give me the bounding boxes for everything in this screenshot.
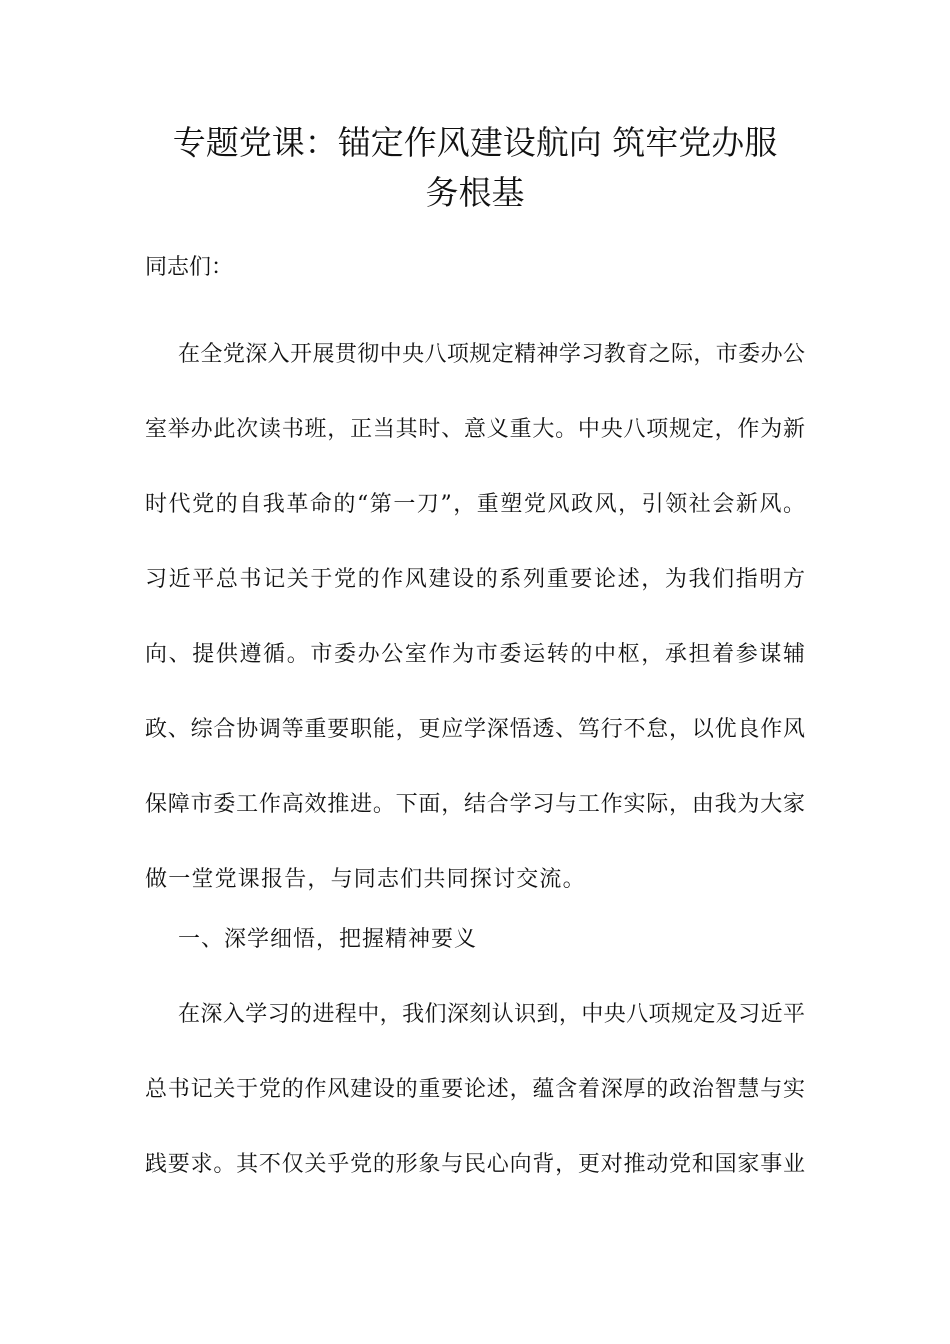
paragraph-line: 在全党深入开展贯彻中央八项规定精神学习教育之际，市委办公 [178,342,805,367]
paragraph-line: 习近平总书记关于党的作风建设的系列重要论述，为我们指明方 [145,567,805,592]
paragraph-line: 政、综合协调等重要职能，更应学深悟透、笃行不怠，以优良作风 [145,717,805,742]
paragraph-line: 时代党的自我革命的“第一刀”，重塑党风政风，引领社会新风。 [145,492,805,517]
title-line: 务根基 [425,173,525,212]
salutation: 同志们： [145,255,234,280]
paragraph-line: 总书记关于党的作风建设的重要论述，蕴含着深厚的政治智慧与实 [145,1077,805,1102]
paragraph-line: 室举办此次读书班，正当其时、意义重大。中央八项规定，作为新 [145,417,805,442]
paragraph-line: 保障市委工作高效推进。下面，结合学习与工作实际，由我为大家 [145,792,805,817]
paragraph-line: 向、提供遵循。市委办公室作为市委运转的中枢，承担着参谋辅 [145,642,805,667]
document-title [140,118,810,218]
title-line: 专题党课：锚定作风建设航向 筑牢党办服 [172,123,778,162]
paragraph-line: 做一堂党课报告，与同志们共同探讨交流。 [145,867,586,892]
paragraph-line: 践要求。其不仅关乎党的形象与民心向背，更对推动党和国家事业 [145,1152,805,1177]
paragraph-line: 在深入学习的进程中，我们深刻认识到，中央八项规定及习近平 [178,1002,805,1027]
section-heading: 一、深学细悟，把握精神要义 [178,927,478,952]
